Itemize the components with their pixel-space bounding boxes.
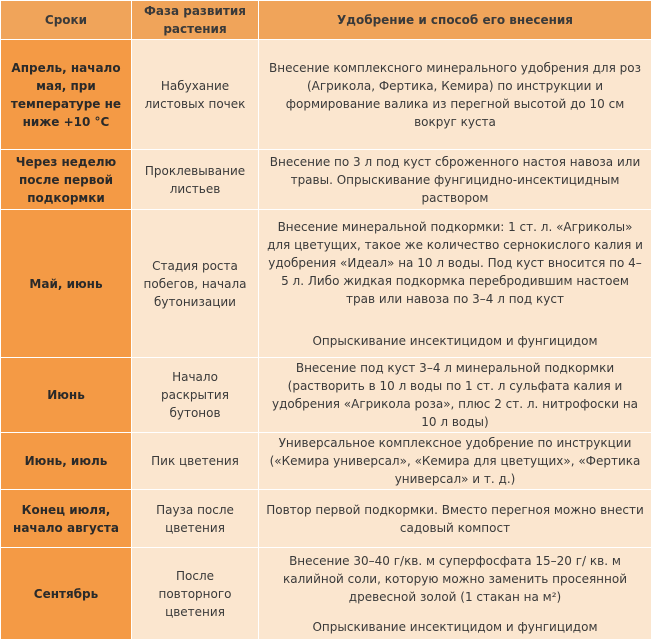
- phase-cell: Проклевывание листьев: [132, 150, 259, 210]
- header-phase: Фаза развития растения: [132, 1, 259, 40]
- term-cell: Май, июнь: [1, 210, 132, 358]
- header-term: Сроки: [1, 1, 132, 40]
- feed-text: Повтор первой подкормки. Вместо перегноя можно внести садовый компост: [266, 502, 644, 535]
- phase-cell: Набухание листовых почек: [132, 40, 259, 150]
- phase-cell: Пик цветения: [132, 433, 259, 490]
- feed-text: Внесение по 3 л под куст сброженного настоя навоза или травы. Опрыскивание фунгицидно-инсектицидным раствором: [269, 154, 641, 205]
- feed-text: Внесение минеральной подкормки: 1 ст. л. «Агриколы» для цветущих, такое же количество сернокислого калия и удобрения «Идеал» на 10 л воды. Под куст вносится по 4–5 л. Либо жидкая подкормка перебродившим настоем трав или навоза по 3–4 л под куст: [267, 219, 643, 306]
- term-cell: Через неделю после первой подкормки: [1, 150, 132, 210]
- feed-cell: [259, 358, 651, 433]
- feed-cell: [259, 490, 651, 548]
- feed-text: Внесение 30–40 г/кв. м суперфосфата 15–20 г/ кв. м калийной соли, которую можно заменить просеянной древесной золой (1 стакан на м²): [283, 553, 627, 604]
- feed-cell: [259, 150, 651, 210]
- table-row: [1, 40, 651, 150]
- table-row: [1, 433, 651, 490]
- feed-text-spray: Опрыскивание инсектицидом и фунгицидом: [312, 333, 598, 348]
- feed-text: Универсальное комплексное удобрение по инструкции («Кемира универсал», «Кемира для цветущих», «Фертика универсал» и т. д.): [269, 436, 641, 486]
- feed-cell: [259, 433, 651, 490]
- table-row: [1, 548, 651, 640]
- table-row: [1, 210, 651, 358]
- feed-text: Внесение комплексного минерального удобрения для роз (Агрикола, Фертика, Кемира) по инструкции и формирование валика из перегной высотой до 10 см вокруг куста: [269, 60, 641, 129]
- term-cell: Апрель, начало мая, при температуре не ниже +10 °С: [1, 40, 132, 150]
- term-cell: Июнь, июль: [1, 433, 132, 490]
- term-cell: Июнь: [1, 358, 132, 433]
- term-cell: Конец июля, начало августа: [1, 490, 132, 548]
- feed-cell: [259, 210, 651, 358]
- header-feed: Удобрение и способ его внесения: [259, 1, 651, 40]
- term-cell: Сентябрь: [1, 548, 132, 640]
- phase-cell: Пауза после цветения: [132, 490, 259, 548]
- feed-cell: [259, 548, 651, 640]
- phase-cell: Начало раскрытия бутонов: [132, 358, 259, 433]
- phase-cell: Стадия роста побегов, начала бутонизации: [132, 210, 259, 358]
- table-row: [1, 150, 651, 210]
- feed-text-spray: Опрыскивание инсектицидом и фунгицидом: [312, 619, 598, 634]
- feed-cell: [259, 40, 651, 150]
- table-row: [1, 358, 651, 433]
- table-header-row: [1, 1, 651, 40]
- table-row: [1, 490, 651, 548]
- feed-text: Внесение под куст 3–4 л минеральной подкормки (растворить в 10 л воды по 1 ст. л сульфата калия и удобрения «Агрикола роза», плюс 2 ст. л. нитрофоски на 10 л воды): [271, 361, 639, 429]
- phase-cell: После повторного цветения: [132, 548, 259, 640]
